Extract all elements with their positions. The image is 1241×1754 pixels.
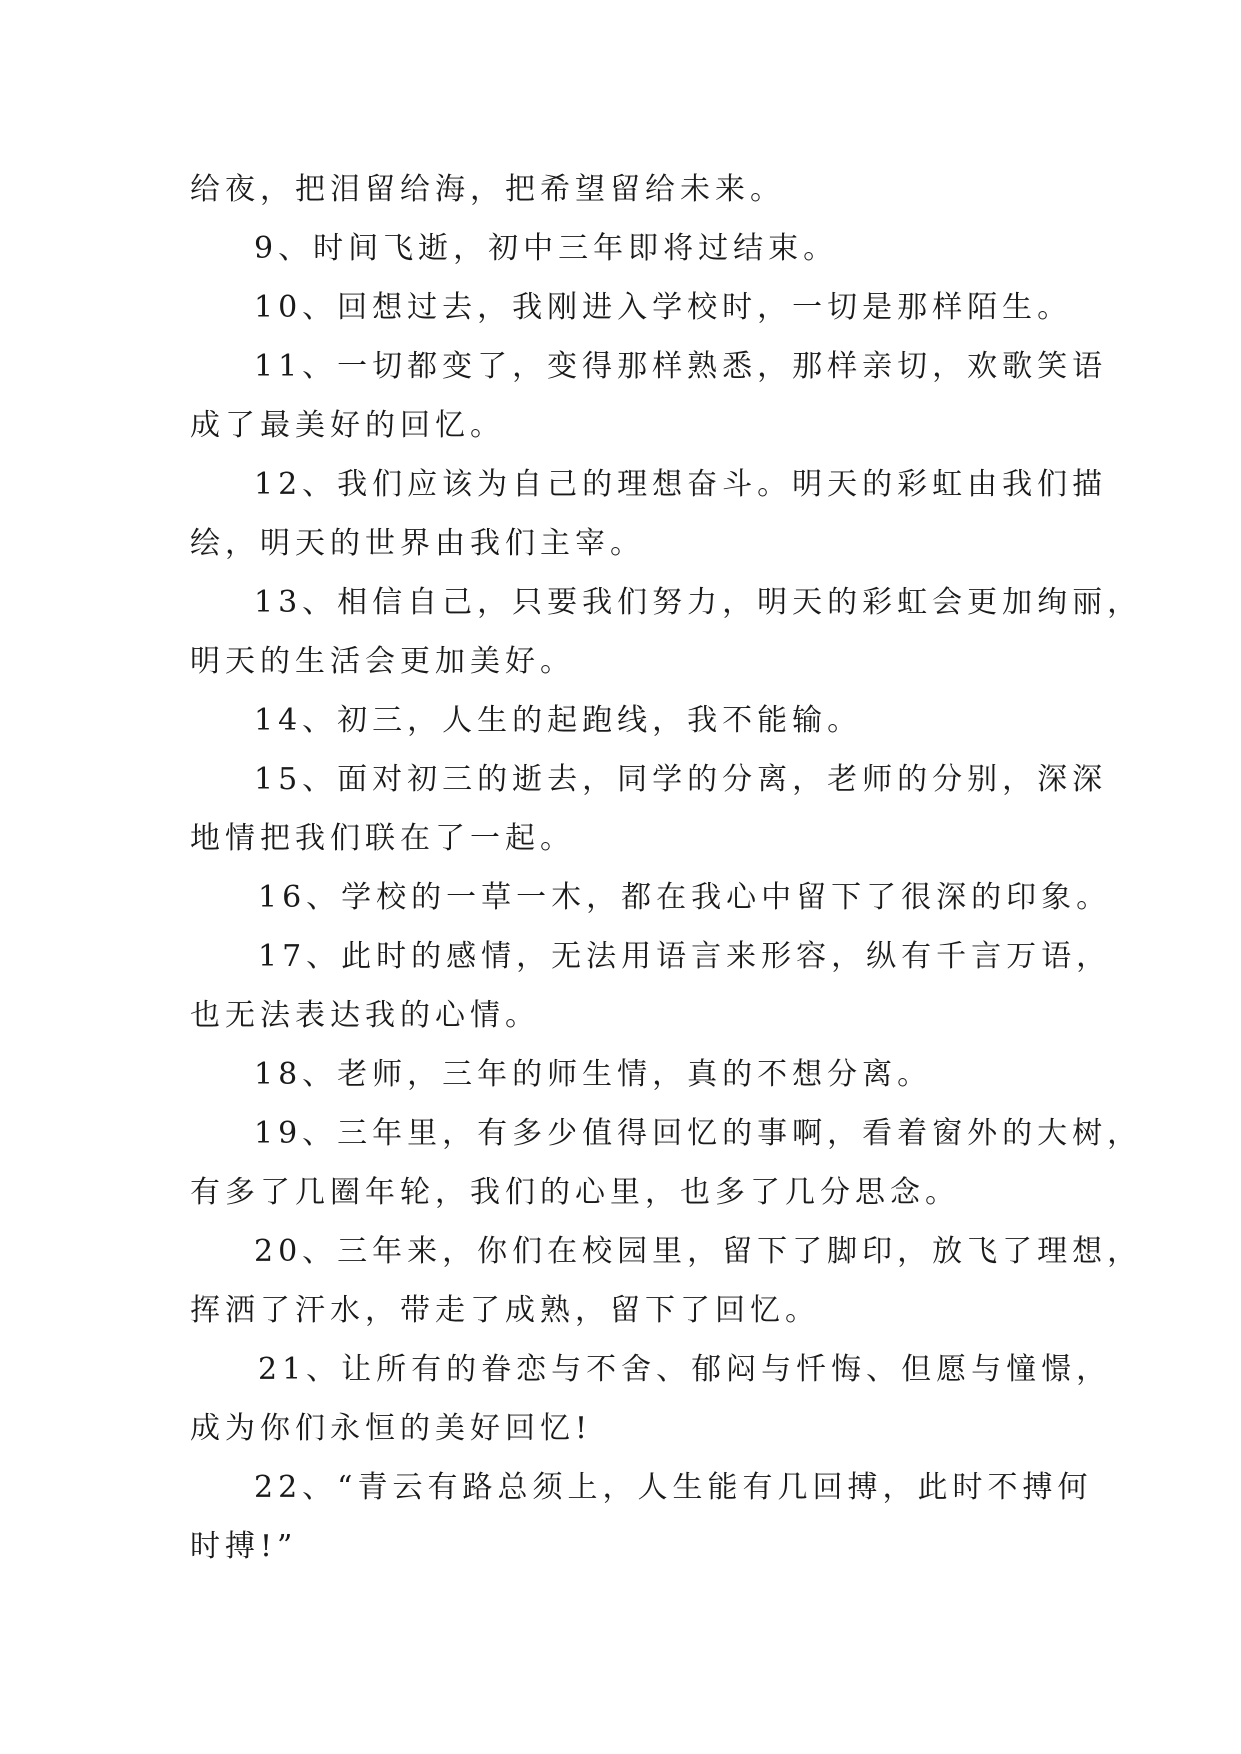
- text-line: 18、老师，三年的师生情，真的不想分离。: [254, 1057, 933, 1092]
- text-line: 14、初三，人生的起跑线，我不能输。: [254, 703, 863, 738]
- text-line: 20、三年来，你们在校园里，留下了脚印，放飞了理想，: [254, 1234, 1143, 1269]
- text-line: 21、让所有的眷恋与不舍、郁闷与忏悔、但愿与憧憬，: [258, 1352, 1112, 1387]
- text-line: 12、我们应该为自己的理想奋斗。明天的彩虹由我们描: [254, 467, 1108, 502]
- text-line: 17、此时的感情，无法用语言来形容，纵有千言万语，: [258, 939, 1112, 974]
- text-line: 15、面对初三的逝去，同学的分离，老师的分别，深深: [254, 762, 1108, 797]
- text-line: 给夜，把泪留给海，把希望留给未来。: [190, 172, 785, 207]
- text-line: 挥洒了汗水，带走了成熟，留下了回忆。: [190, 1293, 820, 1328]
- text-line: 时搏!”: [190, 1529, 298, 1564]
- text-line: 明天的生活会更加美好。: [190, 644, 575, 679]
- document-body: [190, 160, 1143, 1576]
- text-line: 地情把我们联在了一起。: [190, 821, 575, 856]
- text-line: 有多了几圈年轮，我们的心里，也多了几分思念。: [190, 1175, 960, 1210]
- text-line: 成为你们永恒的美好回忆!: [190, 1411, 593, 1446]
- text-line: 11、一切都变了，变得那样熟悉，那样亲切，欢歌笑语: [254, 349, 1108, 384]
- text-line: 也无法表达我的心情。: [190, 998, 540, 1033]
- text-line: 10、回想过去，我刚进入学校时，一切是那样陌生。: [254, 290, 1073, 325]
- text-line: 成了最美好的回忆。: [190, 408, 505, 443]
- text-line: 16、学校的一草一木，都在我心中留下了很深的印象。: [258, 880, 1112, 915]
- text-line: 22、“青云有路总须上，人生能有几回搏，此时不搏何: [254, 1470, 1093, 1505]
- text-line: 9、时间飞逝，初中三年即将过结束。: [254, 231, 839, 266]
- text-line: 19、三年里，有多少值得回忆的事啊，看着窗外的大树，: [254, 1116, 1143, 1151]
- text-line: 绘，明天的世界由我们主宰。: [190, 526, 645, 561]
- text-line: 13、相信自己，只要我们努力，明天的彩虹会更加绚丽，: [254, 585, 1143, 620]
